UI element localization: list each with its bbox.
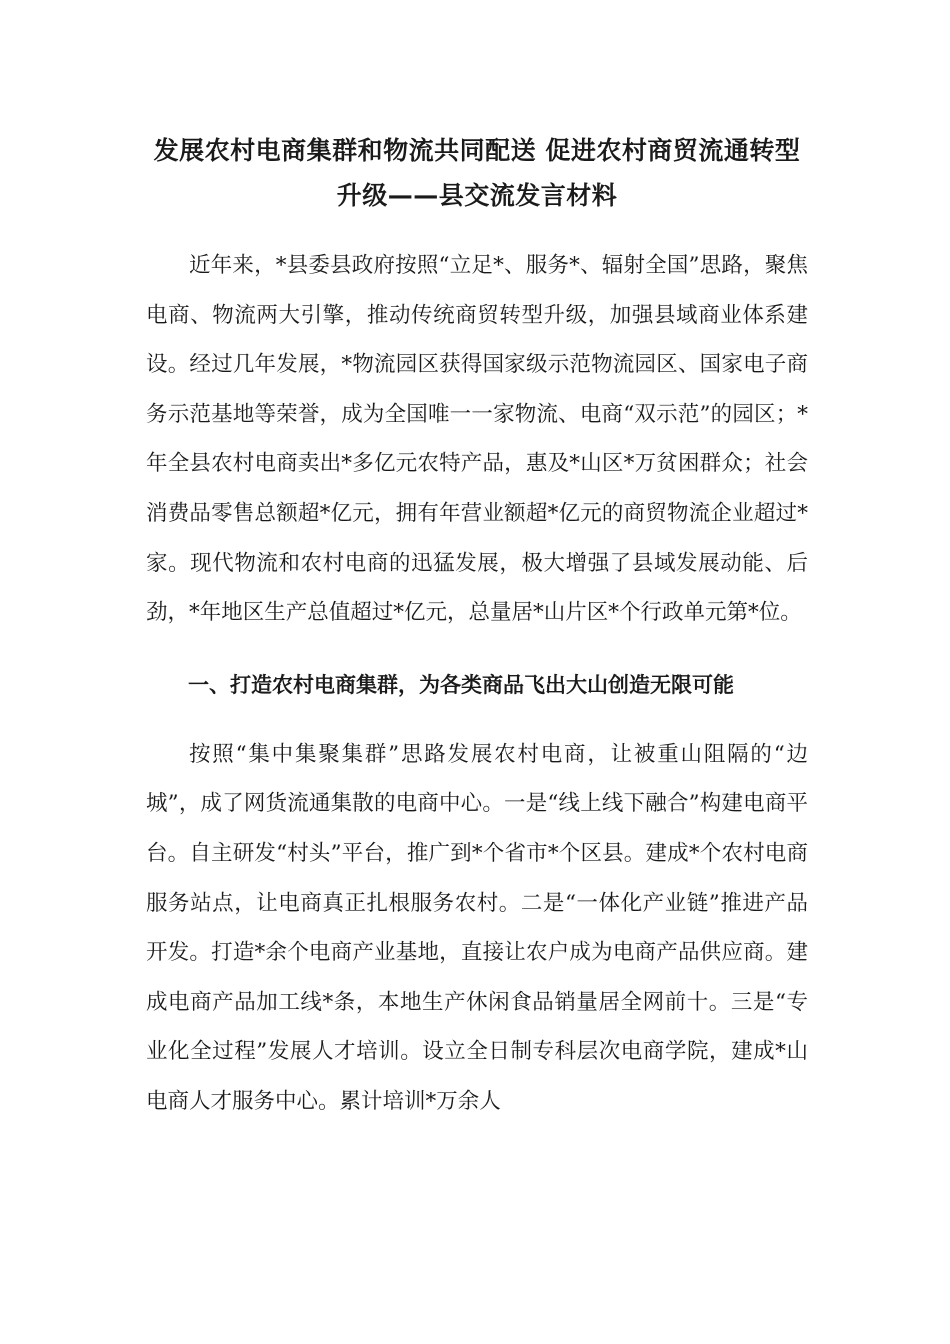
- title-line-2: 升级——县交流发言材料: [336, 181, 618, 210]
- intro-paragraph: 近年来，*县委县政府按照“立足*、服务*、辐射全国”思路，聚焦电商、物流两大引擎，推动传统商贸转型升级，加强县域商业体系建设。经过几年发展，*物流园区获得国家级示范物流园区、国家电子商务示范基地等荣誉，成为全国唯一一家物流、电商“双示范”的园区；*年全县农村电商卖出*多亿元农特产品，惠及*山区*万贫困群众；社会消费品零售总额超*亿元，拥有年营业额超*亿元的商贸物流企业超过*家。现代物流和农村电商的迅猛发展，极大增强了县域发展动能、后劲，*年地区生产总值超过*亿元，总量居*山片区*个行政单元第*位。: [146, 253, 808, 626]
- document-page: [146, 128, 808, 1127]
- section-1-paragraph: 按照“集中集聚集群”思路发展农村电商，让被重山阻隔的“边城”，成了网货流通集散的电商中心。一是“线上线下融合”构建电商平台。自主研发“村头”平台，推广到*个省市*个区县。建成*个农村电商服务站点，让电商真正扎根服务农村。二是“一体化产业链”推进产品开发。打造*余个电商产业基地，直接让农户成为电商产品供应商。建成电商产品加工线*条，本地生产休闲食品销量居全网前十。三是“专业化全过程”发展人才培训。设立全日制专科层次电商学院，建成*山电商人才服务中心。累计培训*万余人: [146, 741, 808, 1114]
- title-line-1: 发展农村电商集群和物流共同配送 促进农村商贸流通转型: [153, 136, 801, 165]
- document-title: [146, 128, 808, 218]
- section-heading-1: 一、打造农村电商集群，为各类商品飞出大山创造无限可能: [188, 672, 734, 697]
